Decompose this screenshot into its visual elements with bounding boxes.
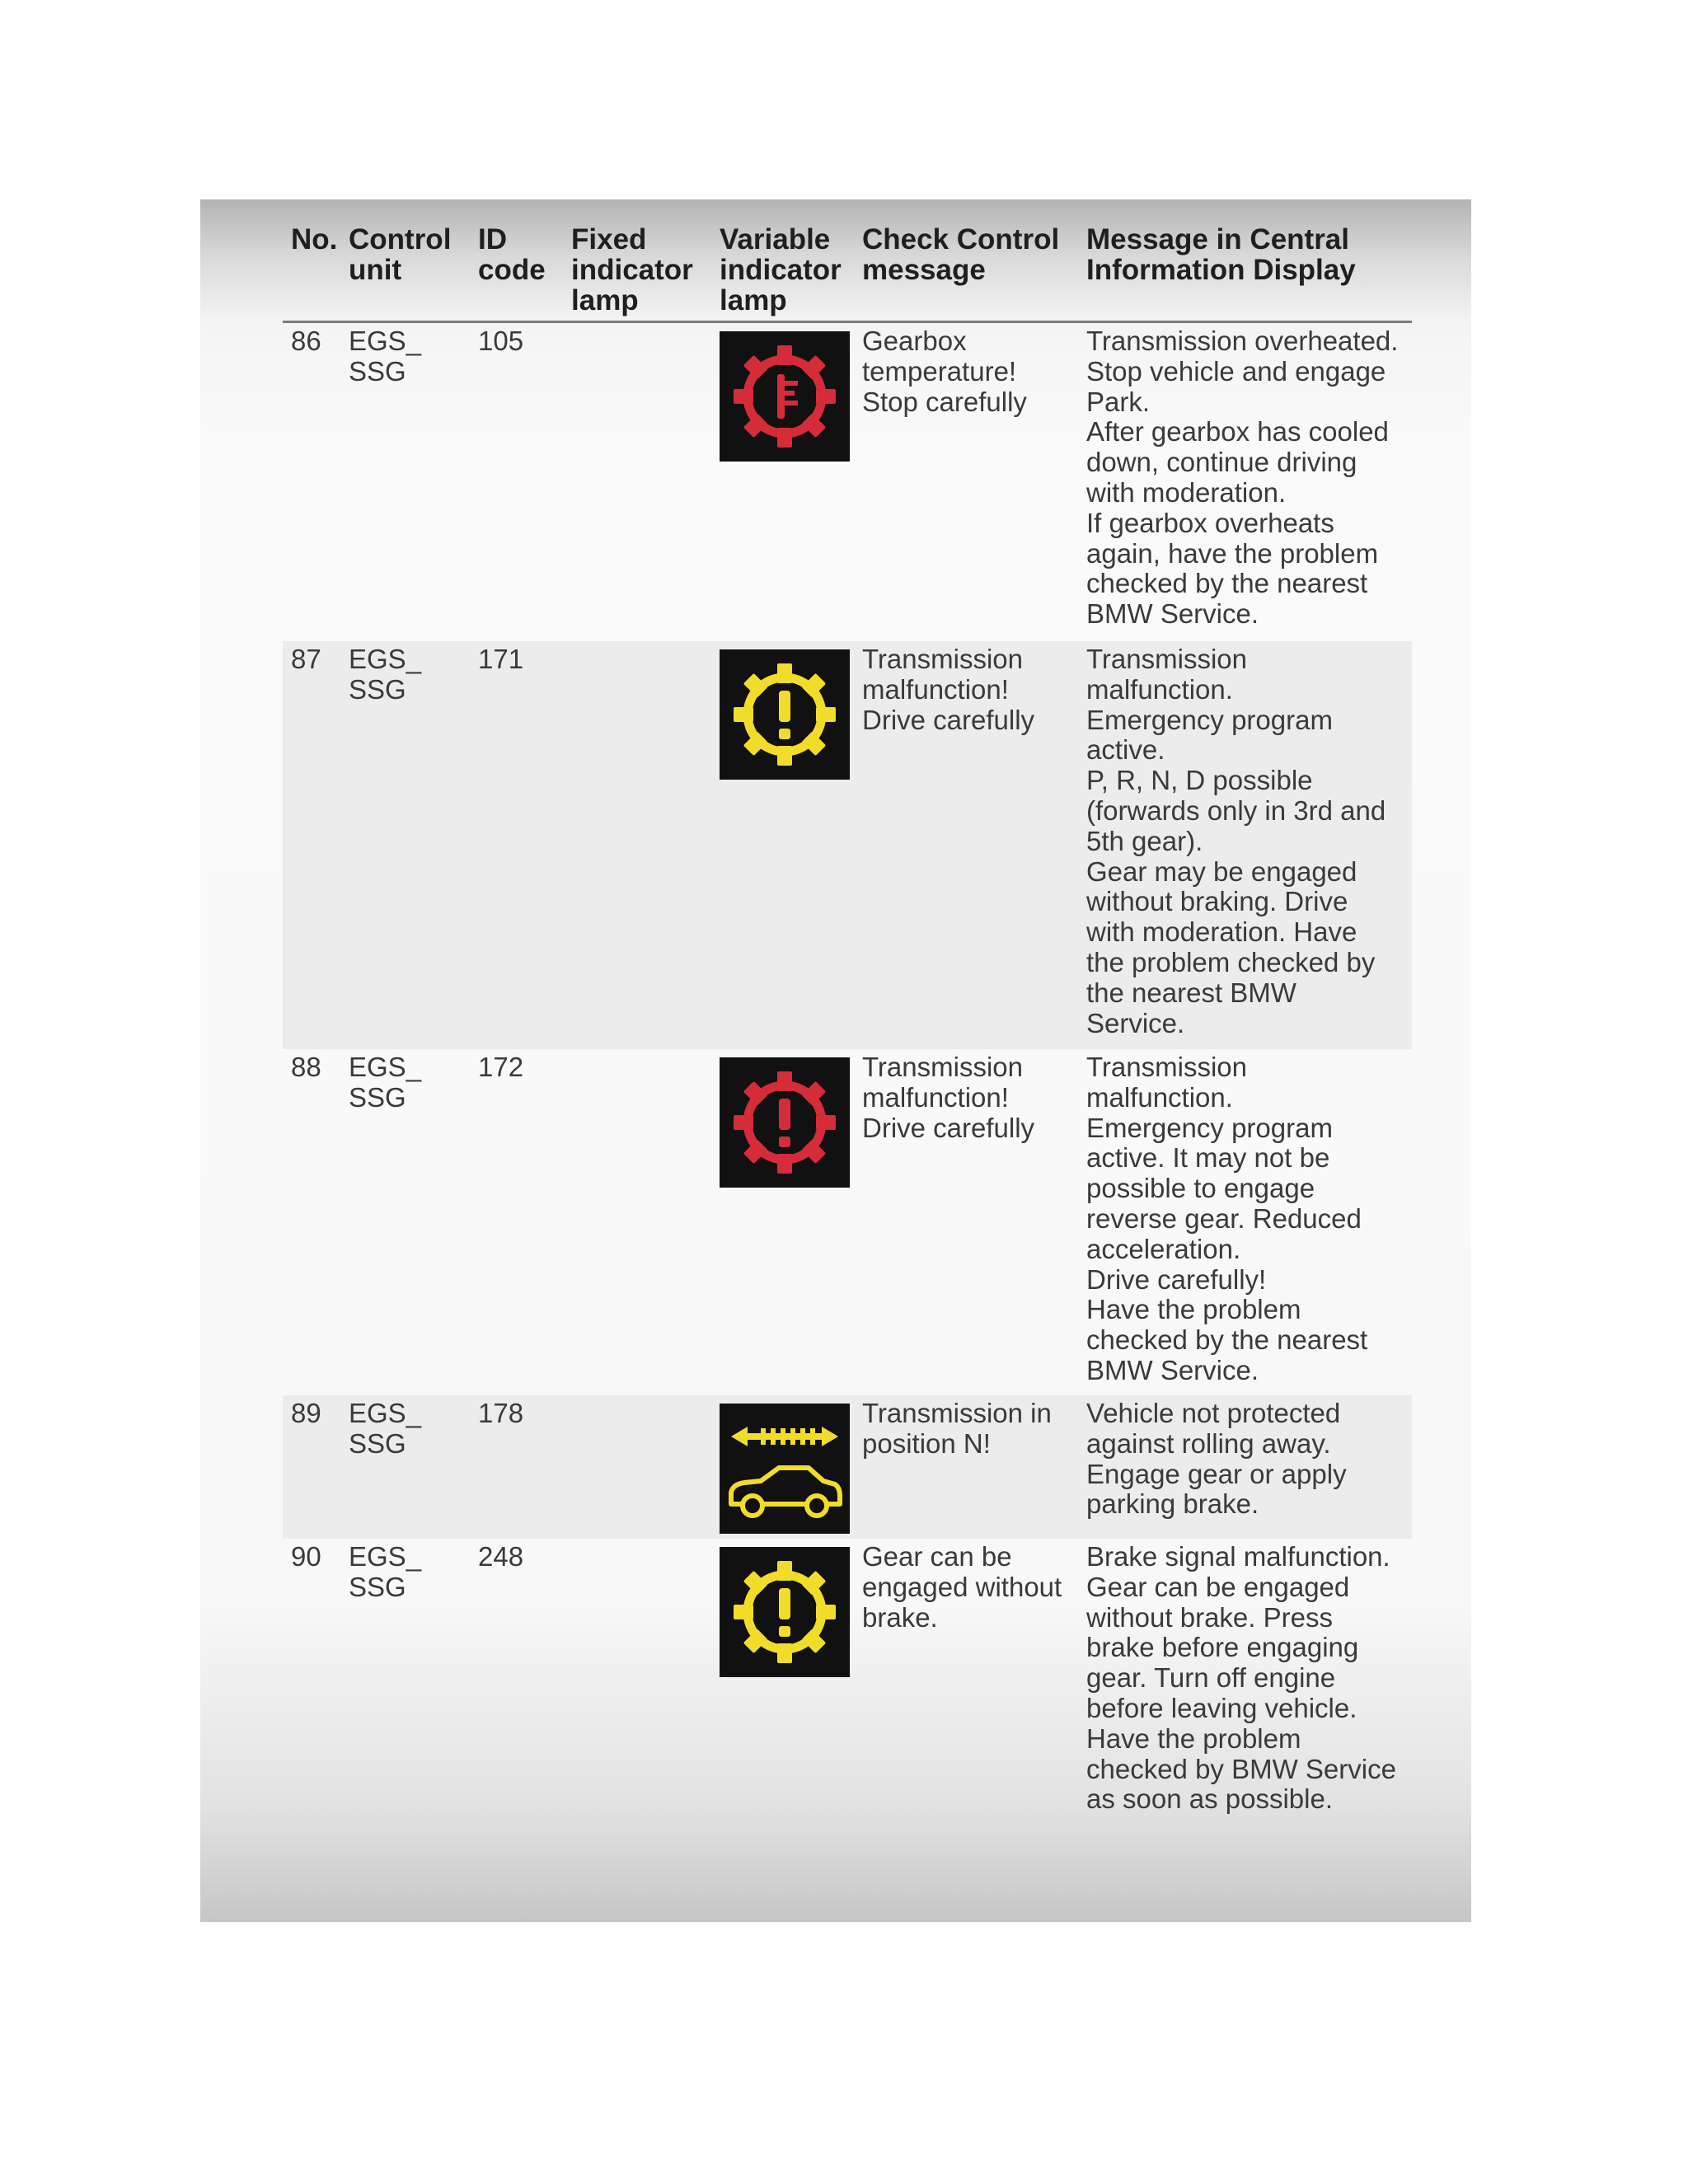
text-line: EGS_ bbox=[349, 326, 422, 356]
text-line: Gearbox bbox=[862, 326, 967, 356]
text-line: position N! bbox=[862, 1427, 991, 1459]
header-fixed-lamp bbox=[571, 221, 711, 316]
text-line: Gear can be engaged bbox=[1086, 1571, 1350, 1602]
text-line: Transmission bbox=[1086, 1052, 1247, 1082]
check-control-message bbox=[862, 1049, 1086, 1395]
text-line: with moderation. bbox=[1086, 476, 1287, 508]
text-line: before leaving vehicle. bbox=[1086, 1692, 1357, 1723]
fixed-lamp bbox=[571, 1539, 711, 1835]
fixed-lamp bbox=[571, 1395, 711, 1539]
id-code: 171 bbox=[478, 644, 524, 674]
text-line: Fixed bbox=[571, 223, 647, 255]
fixed-lamp bbox=[571, 641, 711, 1049]
id-code: 105 bbox=[478, 326, 524, 356]
text-line: message bbox=[862, 254, 986, 286]
text-line: parking brake. bbox=[1086, 1488, 1259, 1520]
text-line: acceleration. bbox=[1086, 1233, 1241, 1264]
text-line: BMW Service. bbox=[1086, 598, 1259, 630]
id-code: 248 bbox=[478, 1541, 524, 1572]
central-display-message bbox=[1086, 323, 1412, 641]
control-unit bbox=[349, 641, 478, 1049]
text-line: as soon as possible. bbox=[1086, 1783, 1334, 1815]
text-line: ID bbox=[478, 223, 507, 255]
text-line: Transmission bbox=[862, 1052, 1023, 1082]
text-line: the problem checked by bbox=[1086, 946, 1376, 977]
text-line: malfunction. bbox=[1086, 1081, 1233, 1113]
text-line: Transmission bbox=[1086, 644, 1247, 674]
text-line: Drive carefully! bbox=[1086, 1263, 1267, 1295]
variable-lamp bbox=[711, 1049, 862, 1395]
transmission-fault-icon bbox=[720, 1057, 850, 1188]
text-line: P, R, N, D possible bbox=[1086, 765, 1313, 796]
variable-lamp bbox=[711, 323, 862, 641]
central-display-message bbox=[1086, 641, 1412, 1049]
text-line: Park. bbox=[1086, 386, 1151, 417]
text-line: Transmission overheated. bbox=[1086, 326, 1399, 356]
table-row bbox=[283, 1049, 1412, 1395]
indicator-table bbox=[283, 221, 1412, 1835]
text-line: After gearbox has cooled bbox=[1086, 416, 1389, 448]
table-header bbox=[283, 221, 1412, 323]
text-line: gear. Turn off engine bbox=[1086, 1662, 1336, 1694]
text-line: Transmission in bbox=[862, 1398, 1052, 1428]
table-row bbox=[283, 641, 1412, 1049]
text-line: BMW Service. bbox=[1086, 1354, 1259, 1385]
header-variable-lamp bbox=[711, 221, 862, 316]
text-line: SSG bbox=[349, 1571, 406, 1602]
check-control-message bbox=[862, 1539, 1086, 1835]
row-number: 89 bbox=[291, 1398, 321, 1428]
fixed-lamp bbox=[571, 1049, 711, 1395]
text-line: Vehicle not protected bbox=[1086, 1398, 1341, 1428]
check-control-message bbox=[862, 323, 1086, 641]
text-line: Emergency program bbox=[1086, 1112, 1333, 1143]
check-control-message bbox=[862, 641, 1086, 1049]
text-line: Message in Central bbox=[1086, 223, 1349, 255]
text-line: checked by BMW Service bbox=[1086, 1753, 1396, 1784]
text-line: lamp bbox=[571, 284, 639, 316]
control-unit bbox=[349, 1395, 478, 1539]
text-line: active. bbox=[1086, 734, 1165, 766]
page-card bbox=[200, 199, 1471, 1922]
text-line: (forwards only in 3rd and bbox=[1086, 794, 1386, 826]
transmission-warning-icon bbox=[720, 1547, 850, 1677]
text-line: Drive carefully bbox=[862, 1112, 1035, 1143]
text-line: reverse gear. Reduced bbox=[1086, 1202, 1362, 1234]
text-line: Control bbox=[349, 223, 452, 255]
text-line: SSG bbox=[349, 673, 406, 705]
text-line: Gear may be engaged bbox=[1086, 855, 1357, 887]
gearbox-temperature-icon bbox=[720, 331, 850, 462]
text-line: EGS_ bbox=[349, 1541, 422, 1572]
text-line: the nearest BMW bbox=[1086, 977, 1296, 1008]
text-line: Brake signal malfunction. bbox=[1086, 1541, 1390, 1572]
text-line: lamp bbox=[720, 284, 787, 316]
text-line: Stop carefully bbox=[862, 386, 1027, 417]
text-line: Service. bbox=[1086, 1007, 1185, 1038]
row-number: 87 bbox=[291, 644, 321, 674]
text-line: unit bbox=[349, 254, 402, 286]
text-line: possible to engage bbox=[1086, 1173, 1315, 1204]
text-line: against rolling away. bbox=[1086, 1427, 1331, 1459]
text-line: EGS_ bbox=[349, 1052, 422, 1082]
rolling-car-icon bbox=[720, 1404, 850, 1534]
text-line: SSG bbox=[349, 1427, 406, 1459]
text-line: indicator bbox=[720, 254, 842, 286]
text-line: Information Display bbox=[1086, 254, 1356, 286]
table-row bbox=[283, 323, 1412, 641]
header-control-unit bbox=[349, 221, 478, 316]
row-number: 90 bbox=[291, 1541, 321, 1572]
text-line: Variable bbox=[720, 223, 831, 255]
header-id-code bbox=[478, 221, 571, 316]
text-line: Transmission bbox=[862, 644, 1023, 674]
table-row bbox=[283, 1395, 1412, 1539]
text-line: without braking. Drive bbox=[1086, 886, 1348, 917]
text-line: checked by the nearest bbox=[1086, 568, 1368, 599]
text-line: Emergency program bbox=[1086, 704, 1333, 735]
text-line: SSG bbox=[349, 355, 406, 387]
table-row bbox=[283, 1539, 1412, 1835]
text-line: If gearbox overheats bbox=[1086, 507, 1334, 538]
text-line: without brake. Press bbox=[1086, 1601, 1333, 1633]
text-line: code bbox=[478, 254, 546, 286]
check-control-message bbox=[862, 1395, 1086, 1539]
fixed-lamp bbox=[571, 323, 711, 641]
control-unit bbox=[349, 1539, 478, 1835]
text-line: Engage gear or apply bbox=[1086, 1458, 1347, 1489]
text-line: checked by the nearest bbox=[1086, 1324, 1368, 1356]
text-line: indicator bbox=[571, 254, 693, 286]
variable-lamp bbox=[711, 641, 862, 1049]
text-line: again, have the problem bbox=[1086, 537, 1379, 569]
variable-lamp bbox=[711, 1539, 862, 1835]
row-number: 88 bbox=[291, 1052, 321, 1082]
id-code: 172 bbox=[478, 1052, 524, 1082]
control-unit bbox=[349, 323, 478, 641]
text-line: Have the problem bbox=[1086, 1722, 1301, 1754]
text-line: SSG bbox=[349, 1081, 406, 1113]
text-line: Drive carefully bbox=[862, 704, 1035, 735]
text-line: Check Control bbox=[862, 223, 1060, 255]
text-line: malfunction. bbox=[1086, 673, 1233, 705]
text-line: No. bbox=[291, 223, 338, 255]
header-check-control bbox=[862, 221, 1086, 316]
transmission-warning-icon bbox=[720, 649, 850, 780]
text-line: Stop vehicle and engage bbox=[1086, 355, 1386, 387]
row-number: 86 bbox=[291, 326, 321, 356]
header-no bbox=[283, 221, 349, 316]
text-line: 5th gear). bbox=[1086, 825, 1203, 856]
central-display-message bbox=[1086, 1539, 1412, 1835]
variable-lamp bbox=[711, 1395, 862, 1539]
text-line: engaged without bbox=[862, 1571, 1062, 1602]
text-line: active. It may not be bbox=[1086, 1142, 1330, 1174]
text-line: Gear can be bbox=[862, 1541, 1012, 1572]
central-display-message bbox=[1086, 1049, 1412, 1395]
text-line: brake. bbox=[862, 1601, 938, 1633]
text-line: EGS_ bbox=[349, 644, 422, 674]
text-line: malfunction! bbox=[862, 673, 1009, 705]
header-central-message bbox=[1086, 221, 1412, 316]
text-line: Have the problem bbox=[1086, 1294, 1301, 1325]
text-line: malfunction! bbox=[862, 1081, 1009, 1113]
text-line: with moderation. Have bbox=[1086, 916, 1357, 948]
text-line: down, continue driving bbox=[1086, 447, 1357, 478]
central-display-message bbox=[1086, 1395, 1412, 1539]
text-line: brake before engaging bbox=[1086, 1632, 1359, 1663]
text-line: temperature! bbox=[862, 355, 1017, 387]
text-line: EGS_ bbox=[349, 1398, 422, 1428]
id-code: 178 bbox=[478, 1398, 524, 1428]
control-unit bbox=[349, 1049, 478, 1395]
